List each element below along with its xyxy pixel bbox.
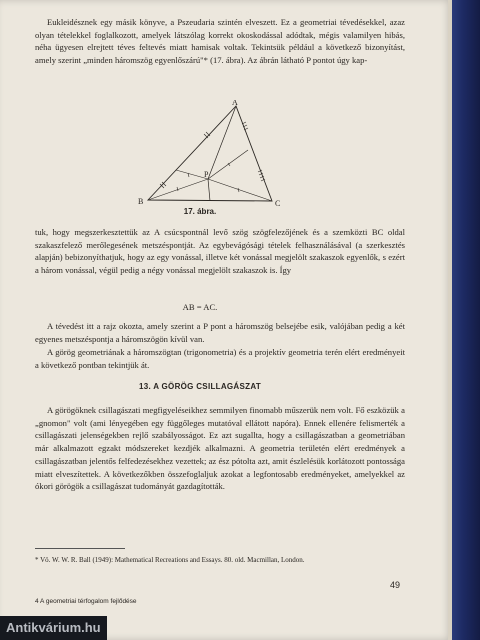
page-number: 49 (389, 580, 400, 590)
paragraph-construction (35, 226, 405, 277)
watermark: Antikvárium.hu (0, 616, 107, 640)
segment-pb (148, 179, 208, 200)
section-heading: 13. A GÖRÖG CSILLAGÁSZAT (138, 382, 262, 391)
perp-to-ac (208, 150, 248, 179)
paragraph-transition-text: A görög geometriának a háromszögtan (trigonometria) és a projektív geometria terén elért eredményeit a következő pontban tekintjük át. (35, 347, 405, 370)
label-p: P (204, 170, 209, 179)
footnote: * Vö. W. W. R. Ball (1949): Mathematical Recreations and Essays. 80. old. Macmillan, London. (35, 556, 305, 564)
label-a: A (232, 100, 238, 107)
paragraph-error (35, 320, 405, 345)
paragraph-astronomy (35, 404, 405, 493)
paragraph-intro (35, 16, 405, 67)
paragraph-intro-text: Eukleidésznek egy másik könyve, a Pszeudaria szintén elveszett. Ez a geometriai tévedésekkel, azaz olyan tételekkel foglalkozott, amelyek látszólag korrekt okoskodással adódtak, mégis valamilyen hibás, néha ügyesen elrejtett téves feltevés miatt hamisak voltak. Tekintsük például a következő bizonyítást, amely szerint „minden háromszög egyenlőszárú"* (17. ábra). Az ábrán látható P pontot úgy kap- (35, 17, 405, 66)
formula: AB = AC. (182, 302, 218, 312)
perpendicular-bisector (208, 179, 210, 201)
tick-marks (160, 122, 265, 192)
triangle-figure (130, 100, 290, 210)
paragraph-astronomy-text: A görögöknek csillagászati megfigyeléseikhez semmilyen finomabb műszerük nem volt. Fő eszközük a „gnomon" volt (ami lényegében egy függőleges mutatóval ellátott napóra). Ennek ellenére felismerték a csillagászati jelenségekben rejlő szabályosságot. Ez azt sugallta, hogy a csillagászatban a geometriában már alkalmazott egzakt módszereket kezdjék alkalmazni. A geometria területén elért eredmények a csillagászatban jelentős felfedezésekhez vezettek; az ész pótolta azt, amit észlelésük korlátozott pontossága miatt elveszítettek. A következőkben összefoglaljuk azokat a legfontosabb eredményeket, amelyekkel az ókori görögök a csillagászat tudományát gazdagították. (35, 405, 405, 492)
triangle-abc (148, 106, 272, 201)
figure-caption: 17. ábra. (183, 207, 217, 216)
paragraph-transition (35, 346, 405, 371)
footnote-rule (35, 548, 125, 549)
paragraph-error-text: A tévedést itt a rajz okozta, amely szerint a P pont a háromszög belsejébe esik, valójában pedig a két egyenes metszéspontja a háromszögön kívül van. (35, 321, 405, 344)
running-footer: 4 A geometriai térfogalom fejlődése (35, 598, 137, 605)
label-c: C (275, 199, 281, 208)
angle-bisector (208, 106, 236, 179)
paragraph-construction-text: tuk, hogy megszerkesztettük az A csúcspontnál levő szög szögfelezőjének és a szemközti BC oldal szakaszfelező merőlegesének metszéspontját. Az egybevágósági tételek felhasználásával (a szerkesztés alapján) bebizonyíthatjuk, hogy az egy vonással, illetve két vonással megjelölt szakaszok egyenlők, s ezért a három vonással, végül pedig a négy vonással megjelölt szakaszok is. Így (35, 227, 405, 276)
book-spine (452, 0, 480, 640)
label-b: B (138, 197, 144, 206)
segment-pc (208, 179, 272, 201)
